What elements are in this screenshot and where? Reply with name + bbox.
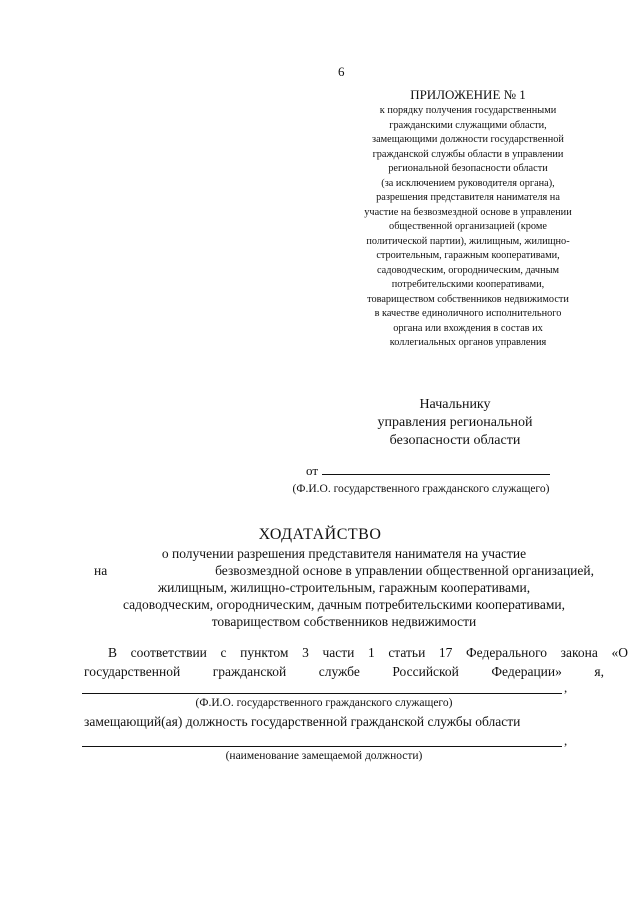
appendix-line: строительным, гаражным кооперативами, [376, 250, 560, 261]
body-word: с [220, 645, 227, 660]
appendix-header [328, 87, 608, 351]
body-word: 3 [302, 645, 309, 660]
body-word: Российской [392, 664, 459, 679]
body-word: закона [560, 645, 598, 660]
appendix-line: гражданской службы области в управлении [372, 148, 564, 160]
appendix-line: региональной безопасности области [388, 163, 548, 174]
appendix-line: разрешения представителя нанимателя на [376, 192, 560, 203]
appendix-line: потребительскими кооперативами, [391, 279, 545, 290]
subject-word: на [94, 563, 108, 578]
appendix-line: к порядку получения государственными [379, 105, 557, 116]
body-word: 17 [438, 645, 453, 660]
addressee-line: Начальнику [419, 397, 491, 412]
appendix-line: в качестве единоличного исполнительного [374, 308, 562, 319]
appendix-line: (за исключением руководителя органа), [381, 177, 555, 189]
subject-line: садоводческим, огородническим, дачным потребительскими кооперативами, [123, 597, 565, 612]
from-caption: (Ф.И.О. государственного гражданского служащего) [292, 483, 550, 495]
subject-line: о получении разрешения представителя нанимателя на участие [161, 546, 527, 561]
appendix-line: товариществом собственников недвижимости [367, 293, 569, 305]
body-word: В [108, 645, 118, 660]
body-word: службе [318, 664, 360, 679]
body-line-2 [84, 664, 604, 680]
body-word: Федерального [466, 645, 548, 660]
appendix-title: ПРИЛОЖЕНИЕ № 1 [410, 87, 526, 102]
appendix-line: политической партии), жилищным, жилищно- [366, 235, 570, 247]
appendix-line: садоводческим, огородническим, дачным [376, 264, 560, 276]
appendix-line: общественной организацией (кроме [389, 221, 547, 232]
subject-line: товариществом собственников недвижимости [211, 614, 477, 629]
subject-line [94, 562, 594, 579]
fio-comma: , [564, 680, 568, 695]
subject-line: жилищным, жилищно-строительным, гаражным кооперативами, [157, 580, 531, 595]
fio-caption: (Ф.И.О. государственного гражданского служащего) [195, 697, 453, 709]
body-word: «О [611, 645, 628, 660]
page-number: 6 [338, 64, 345, 79]
appendix-lines [328, 104, 608, 351]
addressee-line: управления региональной [377, 415, 533, 430]
body-word: 1 [367, 645, 375, 660]
position-comma: , [564, 733, 568, 748]
document-title: ХОДАТАЙСТВО [258, 526, 382, 543]
appendix-line: гражданскими служащими области, [389, 119, 547, 131]
from-row [306, 462, 550, 479]
body-word: пунктом [240, 645, 289, 660]
body-word: я, [594, 664, 604, 679]
appendix-line: участие на безвозмездной основе в управлении [364, 206, 572, 218]
appendix-line: коллегиальных органов управления [389, 337, 547, 348]
body-word: части [322, 645, 355, 660]
addressee-line: безопасности области [389, 433, 521, 448]
fio-fill-line [82, 693, 562, 694]
body-word: гражданской [212, 664, 287, 679]
from-fill-line [322, 462, 550, 475]
appendix-line: замещающими должности государственной [372, 134, 564, 145]
from-label: от [306, 463, 319, 478]
body-word: государственной [84, 664, 181, 679]
subject-word: безвозмездной основе в управлении общественной организацией, [215, 563, 594, 578]
document-subject [84, 545, 604, 630]
position-fill-line [82, 746, 562, 747]
subject-rest [84, 579, 604, 630]
body-word: соответствии [130, 645, 207, 660]
appendix-line: органа или вхождения в состав их [393, 322, 543, 334]
position-caption: (наименование замещаемой должности) [225, 750, 423, 762]
body-word: Федерации» [491, 664, 562, 679]
position-line: замещающий(ая) должность государственной гражданской службы области [84, 714, 521, 729]
addressee-block [360, 396, 550, 450]
body-line-1 [84, 645, 628, 661]
body-word: статьи [388, 645, 426, 660]
